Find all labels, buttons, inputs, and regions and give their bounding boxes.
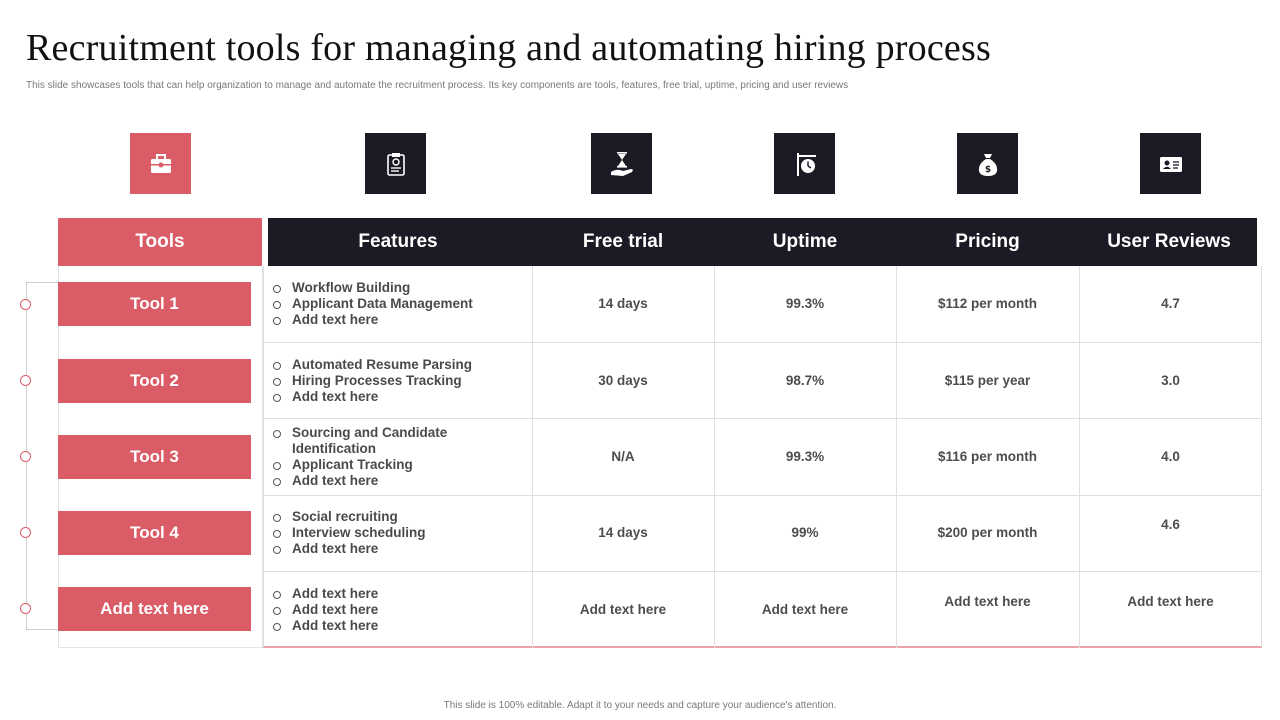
free-trial-value: N/A	[611, 449, 635, 464]
free-trial-value: 30 days	[598, 373, 648, 388]
features-list-2	[273, 357, 531, 405]
signpost-clock-icon	[774, 133, 835, 194]
features-list-1	[273, 280, 531, 328]
header-features: Features	[358, 231, 438, 252]
hourglass-hand-icon	[591, 133, 652, 194]
uptime-value: 98.7%	[785, 373, 825, 388]
header-free-trial: Free trial	[582, 231, 664, 252]
clipboard-icon	[365, 133, 426, 194]
free-trial-value: 14 days	[598, 296, 648, 311]
feature-item: Add text here	[273, 389, 531, 405]
feature-item: Add text here	[273, 618, 531, 634]
uptime-value: 99.3%	[785, 449, 825, 464]
feature-item: Applicant Data Management	[273, 296, 531, 312]
header-uptime: Uptime	[772, 231, 838, 252]
user-review-value: 4.7	[1161, 296, 1180, 311]
features-list-4	[273, 509, 531, 557]
user-review-value: Add text here	[1127, 594, 1214, 609]
uptime-value: 99.3%	[785, 296, 825, 311]
feature-item: Interview scheduling	[273, 525, 531, 541]
row-divider	[263, 495, 1262, 496]
feature-item: Social recruiting	[273, 509, 531, 525]
pricing-value: $115 per year	[944, 373, 1031, 388]
pricing-value: $200 per month	[937, 525, 1038, 540]
row-divider	[263, 342, 1262, 343]
feature-item: Automated Resume Parsing	[273, 357, 531, 373]
slide-title: Recruitment tools for managing and automating hiring process	[26, 27, 991, 69]
feature-item: Add text here	[273, 602, 531, 618]
free-trial-value: 14 days	[598, 525, 648, 540]
header-tools: Tools	[58, 218, 262, 266]
feature-item: Sourcing and Candidate Identification	[273, 425, 453, 457]
pricing-value: Add text here	[944, 594, 1031, 609]
uptime-value: 99%	[791, 525, 819, 540]
slide-footer: This slide is 100% editable. Adapt it to your needs and capture your audience's attention.	[443, 700, 837, 711]
user-review-value: 4.0	[1161, 449, 1180, 464]
user-review-value: 4.6	[1161, 517, 1180, 532]
free-trial-value: Add text here	[579, 602, 667, 617]
feature-item: Applicant Tracking	[273, 457, 453, 473]
header-pricing: Pricing	[955, 231, 1020, 252]
pricing-value: $112 per month	[937, 296, 1038, 311]
timeline-dot	[20, 451, 31, 462]
timeline-dot	[20, 299, 31, 310]
feature-item: Add text here	[273, 473, 453, 489]
tool-2-label: Tool 2	[58, 359, 251, 403]
timeline-dot	[20, 375, 31, 386]
features-list-5	[273, 586, 531, 634]
user-review-value: 3.0	[1161, 373, 1180, 388]
feature-item: Workflow Building	[273, 280, 531, 296]
feature-item: Add text here	[273, 312, 531, 328]
row-divider	[263, 418, 1262, 419]
timeline-dot	[20, 527, 31, 538]
row-divider	[263, 571, 1262, 572]
feature-item: Add text here	[273, 586, 531, 602]
tool-5-label: Add text here	[58, 587, 251, 631]
id-card-icon	[1140, 133, 1201, 194]
pricing-value: $116 per month	[937, 449, 1038, 464]
uptime-value: Add text here	[761, 602, 849, 617]
svg-text:$: $	[984, 164, 991, 175]
tool-1-label: Tool 1	[58, 282, 251, 326]
features-list-3	[273, 425, 453, 489]
slide-subtitle: This slide showcases tools that can help organization to manage and automate the recruitment process. Its key components are tools, features, free trial, uptime, pricing and user reviews	[26, 80, 849, 91]
tool-3-label: Tool 3	[58, 435, 251, 479]
tool-4-label: Tool 4	[58, 511, 251, 555]
feature-item: Add text here	[273, 541, 531, 557]
toolbox-icon	[130, 133, 191, 194]
timeline-dot	[20, 603, 31, 614]
header-user-reviews: User Reviews	[1107, 231, 1231, 252]
feature-item: Hiring Processes Tracking	[273, 373, 531, 389]
money-bag-icon	[957, 133, 1018, 194]
